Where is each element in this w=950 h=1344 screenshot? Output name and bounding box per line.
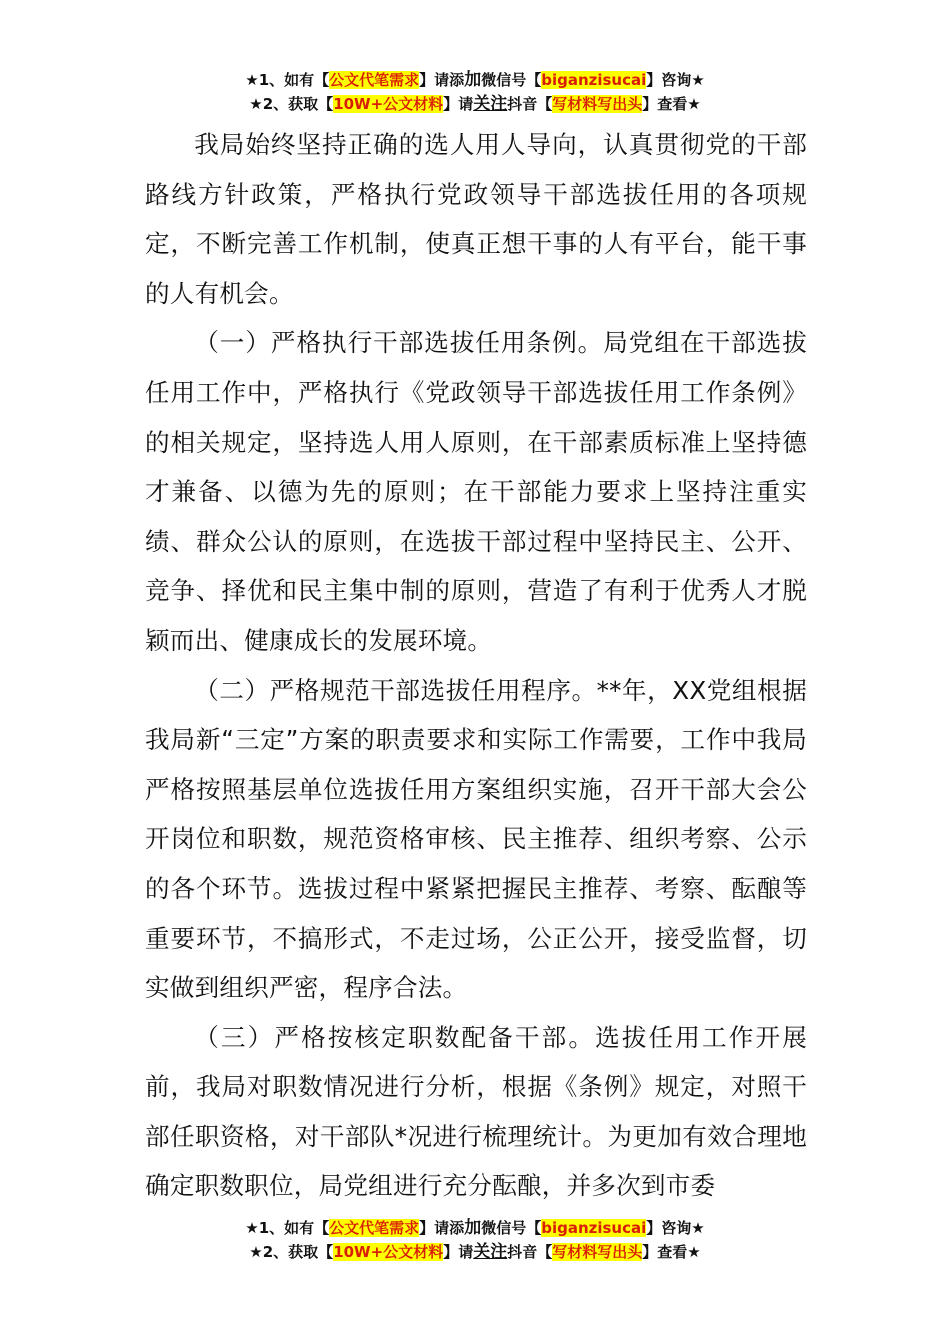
promo-text: 微信号【 bbox=[481, 71, 542, 89]
paragraph-section-3: （三）严格按核定职数配备干部。选拔任用工作开展前，我局对职数情况进行分析，根据《条例》规定，对照干部任职资格，对干部队*况进行梳理统计。为更加有效合理地确定职数职位，局党组进行充分酝酿，并多次到市委 bbox=[145, 1022, 807, 1201]
promo-text: 】查看★ bbox=[642, 1243, 701, 1261]
promo-emphasis: 关注 bbox=[473, 94, 508, 114]
promo-wechat-id: biganzisucai bbox=[541, 1219, 647, 1237]
promo-text: ★1、如有【 bbox=[245, 71, 330, 89]
paragraph-intro: 我局始终坚持正确的选人用人导向，认真贯彻党的干部路线方针政策，严格执行党政领导干部选拔任用的各项规定，不断完善工作机制，使真正想干事的人有平台，能干事的人有机会。 bbox=[145, 130, 807, 308]
promo-text: ★1、如有【 bbox=[245, 1219, 330, 1237]
paragraph-section-1: （一）严格执行干部选拔任用条例。局党组在干部选拔任用工作中，严格执行《党政领导干部选拔任用工作条例》的相关规定，坚持选人用人原则，在干部素质标准上坚持德才兼备、以德为先的原则；在干部能力要求上坚持注重实绩、群众公认的原则，在选拔干部过程中坚持民主、公开、竞争、择优和民主集中制的原则，营造了有利于优秀人才脱颖而出、健康成长的发展环境。 bbox=[145, 328, 807, 655]
promo-text: 抖音【 bbox=[507, 95, 553, 113]
promo-header bbox=[0, 68, 950, 116]
promo-text: ★2、获取【 bbox=[249, 95, 334, 113]
promo-footer bbox=[0, 1216, 950, 1264]
document-body bbox=[145, 120, 807, 1211]
promo-highlight: 10W+公文材料 bbox=[333, 95, 444, 113]
promo-douyin-account: 写材料写出头 bbox=[552, 95, 643, 113]
promo-emphasis: 加 bbox=[464, 1218, 482, 1238]
promo-text: 微信号【 bbox=[481, 1219, 542, 1237]
promo-wechat-id: biganzisucai bbox=[541, 71, 647, 89]
promo-line-1 bbox=[0, 68, 950, 92]
promo-text: 抖音【 bbox=[507, 1243, 553, 1261]
promo-emphasis: 加 bbox=[464, 70, 482, 90]
promo-text: 】咨询★ bbox=[646, 1219, 705, 1237]
promo-text: 】查看★ bbox=[642, 95, 701, 113]
promo-highlight: 公文代笔需求 bbox=[329, 1219, 420, 1237]
paragraph-section-2: （二）严格规范干部选拔任用程序。**年，XX党组根据我局新“三定”方案的职责要求和实际工作需要，工作中我局严格按照基层单位选拔任用方案组织实施，召开干部大会公开岗位和职数，规范资格审核、民主推荐、组织考察、公示的各个环节。选拔过程中紧紧把握民主推荐、考察、酝酿等重要环节，不搞形式，不走过场，公正公开，接受监督，切实做到组织严密，程序合法。 bbox=[145, 675, 807, 1003]
promo-line-2 bbox=[0, 92, 950, 116]
promo-line-1 bbox=[0, 1216, 950, 1240]
promo-text: ★2、获取【 bbox=[249, 1243, 334, 1261]
promo-text: 】请 bbox=[443, 1243, 474, 1261]
promo-line-2 bbox=[0, 1240, 950, 1264]
promo-text: 】请添 bbox=[419, 1219, 465, 1237]
promo-emphasis: 关注 bbox=[473, 1242, 508, 1262]
promo-highlight: 公文代笔需求 bbox=[329, 71, 420, 89]
promo-text: 】请 bbox=[443, 95, 474, 113]
promo-text: 】请添 bbox=[419, 71, 465, 89]
promo-highlight: 10W+公文材料 bbox=[333, 1243, 444, 1261]
promo-text: 】咨询★ bbox=[646, 71, 705, 89]
promo-douyin-account: 写材料写出头 bbox=[552, 1243, 643, 1261]
